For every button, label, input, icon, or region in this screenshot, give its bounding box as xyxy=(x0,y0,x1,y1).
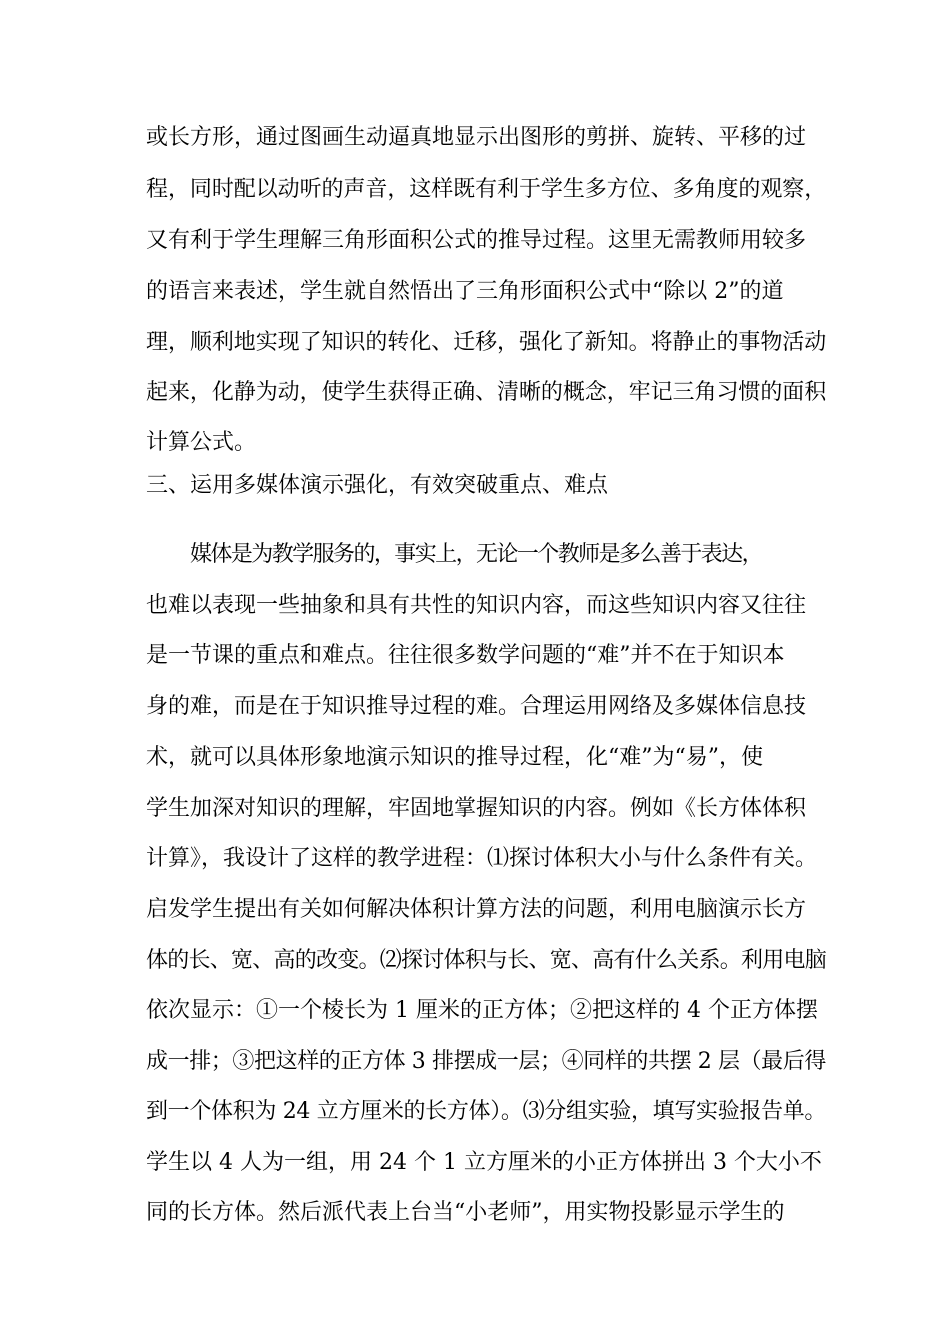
paragraph-1-line-6: 起来，化静为动，使学生获得正确、清晰的概念，牢记三角习惯的面积 xyxy=(146,380,827,405)
paragraph-2-line-3: 是一节课的重点和难点。往往很多数学问题的“难”并不在于知识本 xyxy=(146,643,785,668)
paragraph-1-line-3: 又有利于学生理解三角形面积公式的推导过程。这里无需教师用较多 xyxy=(146,228,807,253)
paragraph-1-line-7: 计算公式。 xyxy=(146,430,257,455)
paragraph-2-line-1: 媒体是为教学服务的，事实上，无论一个教师是多么善于表达， xyxy=(190,542,763,567)
paragraph-1-line-2: 程，同时配以动听的声音，这样既有利于学生多方位、多角度的观察， xyxy=(146,177,827,202)
paragraph-2-line-13: 学生以 4 人为一组，用 24 个 1 立方厘米的小正方体拼出 3 个大小不 xyxy=(146,1150,822,1175)
paragraph-2-line-6: 学生加深对知识的理解，牢固地掌握知识的内容。例如《长方体体积 xyxy=(146,796,807,821)
paragraph-2-line-11: 成一排；③把这样的正方体 3 排摆成一层；④同样的共摆 2 层（最后得 xyxy=(146,1049,826,1074)
paragraph-2-line-12: 到一个体积为 24 立方厘米的长方体）。⑶分组实验，填写实验报告单。 xyxy=(146,1099,827,1124)
paragraph-2-line-4: 身的难，而是在于知识推导过程的难。合理运用网络及多媒体信息技 xyxy=(146,694,807,719)
paragraph-2-line-10: 依次显示：①一个棱长为 1 厘米的正方体；②把这样的 4 个正方体摆 xyxy=(146,998,818,1023)
paragraph-2-line-14: 同的长方体。然后派代表上台当“小老师”，用实物投影显示学生的 xyxy=(146,1200,785,1225)
paragraph-1-line-1: 或长方形，通过图画生动逼真地显示出图形的剪拼、旋转、平移的过 xyxy=(146,125,807,150)
paragraph-2-line-8: 启发学生提出有关如何解决体积计算方法的问题，利用电脑演示长方 xyxy=(146,897,807,922)
paragraph-2-line-5: 术，就可以具体形象地演示知识的推导过程，化“难”为“易”，使 xyxy=(146,745,763,770)
paragraph-1-line-5: 理，顺利地实现了知识的转化、迁移，强化了新知。将静止的事物活动 xyxy=(146,330,827,355)
paragraph-2-line-9: 体的长、宽、高的改变。⑵探讨体积与长、宽、高有什么关系。利用电脑 xyxy=(146,948,827,973)
paragraph-1-line-4: 的语言来表述，学生就自然悟出了三角形面积公式中“除以 2”的道 xyxy=(146,279,784,304)
section-heading: 三、运用多媒体演示强化，有效突破重点、难点 xyxy=(146,473,609,498)
paragraph-2-line-7: 计算》，我设计了这样的教学进程：⑴探讨体积大小与什么条件有关。 xyxy=(146,846,818,871)
paragraph-2-line-2: 也难以表现一些抽象和具有共性的知识内容，而这些知识内容又往往 xyxy=(146,593,807,618)
